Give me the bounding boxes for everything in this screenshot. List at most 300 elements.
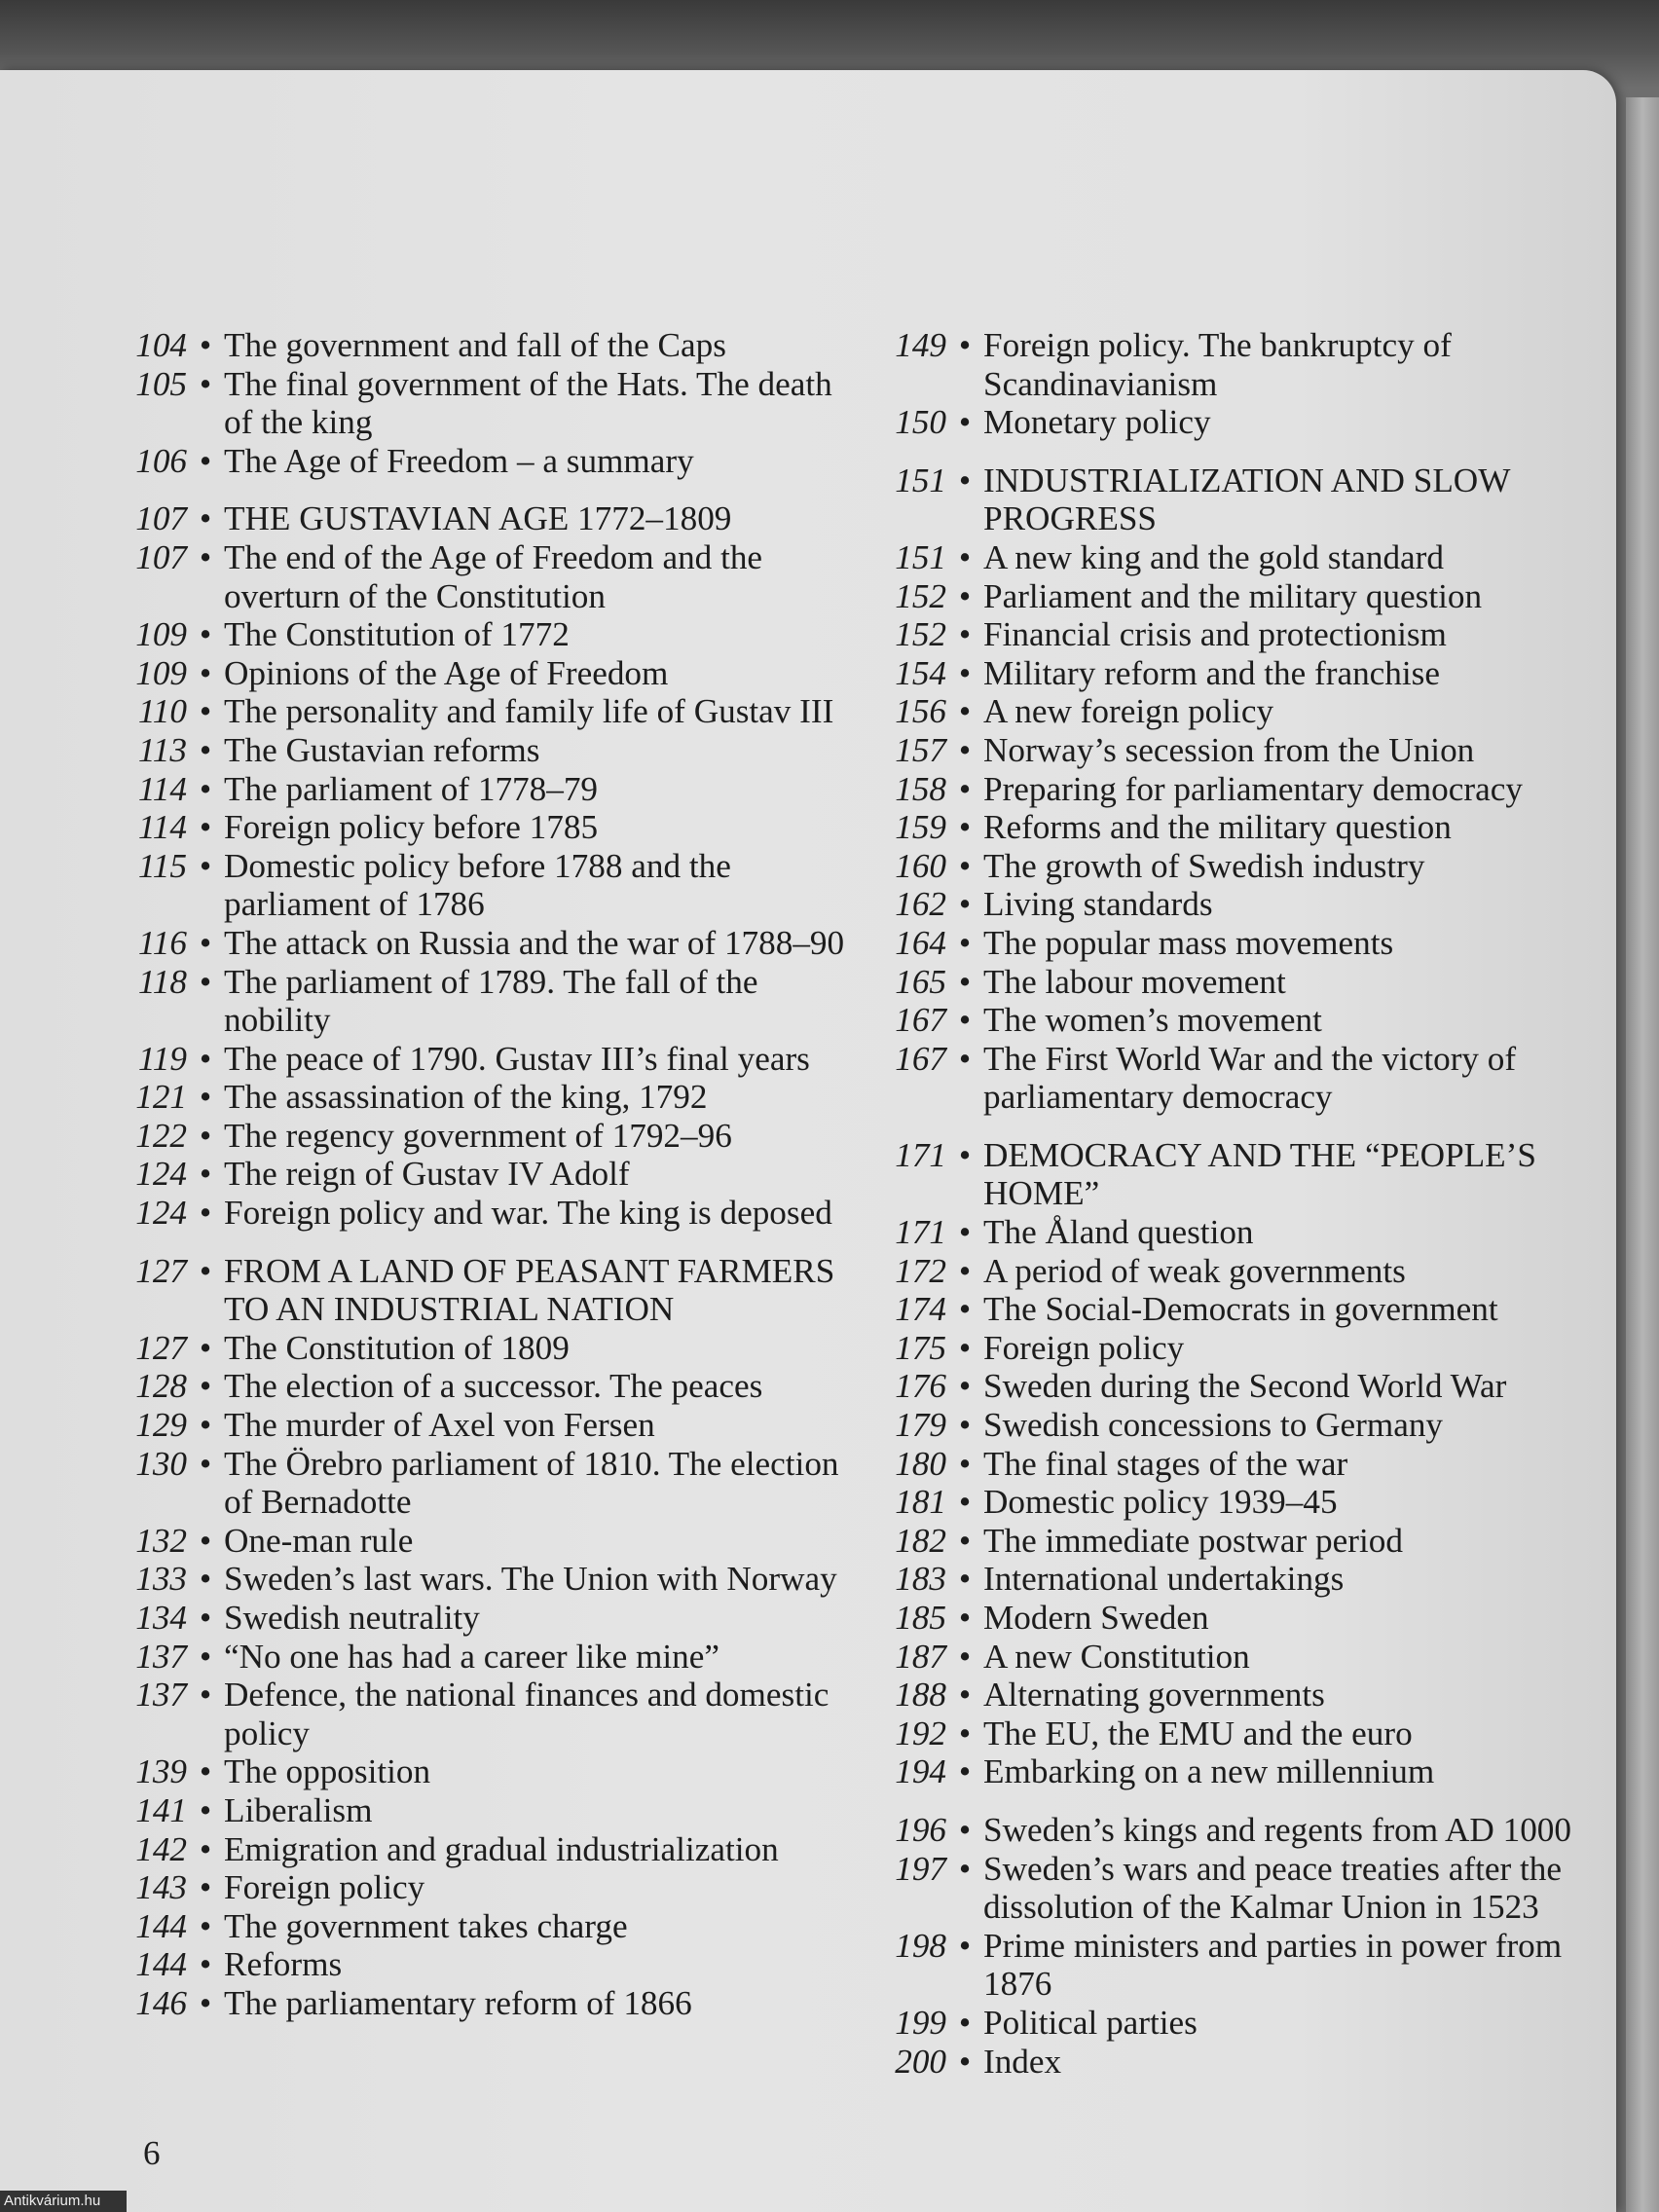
toc-entry[interactable] xyxy=(127,808,866,847)
bullet-icon: • xyxy=(958,1328,972,1367)
toc-page-number: 137 xyxy=(135,1676,187,1714)
toc-entry[interactable] xyxy=(127,1194,866,1233)
toc-entry[interactable] xyxy=(127,1367,866,1406)
toc-page-number: 134 xyxy=(135,1599,187,1637)
bullet-icon: • xyxy=(958,2003,972,2042)
bullet-icon: • xyxy=(199,1367,212,1406)
toc-title: The personality and family life of Gustav III xyxy=(224,692,834,731)
bullet-icon: • xyxy=(199,537,212,576)
toc-page-number: 114 xyxy=(137,808,187,847)
toc-title: A period of weak governments xyxy=(983,1251,1406,1290)
bullet-icon: • xyxy=(199,1868,212,1907)
toc-title: THE GUSTAVIAN AGE 1772–1809 xyxy=(224,499,732,538)
toc-page-number: 171 xyxy=(895,1135,946,1174)
toc-page-number: 199 xyxy=(895,2003,946,2042)
toc-title: FROM A LAND OF PEASANT FARMERS TO AN INDUSTRIAL NATION xyxy=(224,1251,835,1329)
toc-entry[interactable] xyxy=(886,1483,1636,1522)
toc-page-number: 105 xyxy=(135,364,187,403)
toc-entry[interactable] xyxy=(886,731,1636,770)
toc-entry[interactable] xyxy=(886,1252,1636,1291)
toc-entry[interactable] xyxy=(886,1599,1636,1638)
toc-page-number: 172 xyxy=(895,1251,946,1290)
toc-title: Prime ministers and parties in power from 1876 xyxy=(983,1926,1563,2004)
toc-page-number: 107 xyxy=(135,499,187,538)
bullet-icon: • xyxy=(199,923,212,962)
toc-page-number: 141 xyxy=(135,1790,187,1829)
bullet-icon: • xyxy=(199,1444,212,1483)
bullet-icon: • xyxy=(958,923,972,962)
toc-entry[interactable] xyxy=(886,1213,1636,1252)
toc-entry[interactable] xyxy=(886,1001,1636,1040)
toc-page-number: 124 xyxy=(135,1155,187,1194)
toc-entry[interactable] xyxy=(127,1907,866,1946)
bullet-icon: • xyxy=(958,1039,972,1078)
toc-entry[interactable] xyxy=(886,1329,1636,1368)
toc-entry[interactable] xyxy=(127,1676,866,1752)
toc-page-number: 187 xyxy=(895,1637,946,1676)
toc-page-number: 109 xyxy=(135,653,187,692)
toc-entry[interactable] xyxy=(127,1252,866,1329)
toc-title: Defence, the national finances and domestic policy xyxy=(224,1676,830,1752)
toc-page-number: 106 xyxy=(135,441,187,480)
bullet-icon: • xyxy=(199,1251,212,1290)
toc-entry[interactable] xyxy=(127,442,866,481)
toc-entry[interactable] xyxy=(886,654,1636,693)
bullet-icon: • xyxy=(958,1752,972,1791)
toc-entry[interactable] xyxy=(127,615,866,654)
toc-entry[interactable] xyxy=(127,1984,866,2023)
toc-entry[interactable] xyxy=(886,885,1636,924)
bullet-icon: • xyxy=(958,1521,972,1560)
bullet-icon: • xyxy=(199,326,212,364)
toc-title: DEMOCRACY AND THE “PEOPLE’S HOME” xyxy=(983,1135,1536,1213)
toc-page-number: 167 xyxy=(895,1039,946,1078)
toc-page-number: 165 xyxy=(895,962,946,1001)
toc-title: Swedish concessions to Germany xyxy=(983,1406,1444,1445)
toc-page-number: 158 xyxy=(895,769,946,808)
toc-entry[interactable] xyxy=(127,1155,866,1194)
bullet-icon: • xyxy=(958,653,972,692)
toc-entry[interactable] xyxy=(886,808,1636,847)
section-gap xyxy=(127,480,866,499)
toc-page-number: 198 xyxy=(895,1926,946,1965)
toc-title: The labour movement xyxy=(983,962,1286,1001)
bullet-icon: • xyxy=(958,692,972,731)
bullet-icon: • xyxy=(958,730,972,769)
bullet-icon: • xyxy=(199,1116,212,1155)
toc-page-number: 192 xyxy=(895,1714,946,1752)
toc-entry[interactable] xyxy=(886,326,1636,403)
toc-title: The Constitution of 1809 xyxy=(224,1328,570,1367)
toc-page-number: 176 xyxy=(895,1367,946,1406)
toc-entry[interactable] xyxy=(886,461,1636,538)
toc-title: The Age of Freedom – a summary xyxy=(224,441,694,480)
toc-title: The peace of 1790. Gustav III’s final years xyxy=(224,1039,810,1078)
toc-page-number: 159 xyxy=(895,808,946,847)
toc-entry[interactable] xyxy=(127,847,866,924)
bullet-icon: • xyxy=(199,1906,212,1945)
bullet-icon: • xyxy=(958,1251,972,1290)
bullet-icon: • xyxy=(958,1849,972,1888)
toc-title: The election of a successor. The peaces xyxy=(224,1367,763,1406)
toc-title: Domestic policy before 1788 and the parliament of 1786 xyxy=(224,846,731,924)
toc-entry[interactable] xyxy=(127,692,866,731)
toc-title: The Örebro parliament of 1810. The election of Bernadotte xyxy=(224,1444,839,1522)
toc-page-number: 154 xyxy=(895,653,946,692)
toc-entry[interactable] xyxy=(886,692,1636,731)
toc-page-number: 175 xyxy=(895,1328,946,1367)
bullet-icon: • xyxy=(199,1945,212,1984)
toc-entry[interactable] xyxy=(886,1811,1636,1850)
toc-entry[interactable] xyxy=(886,924,1636,963)
toc-page-number: 150 xyxy=(895,403,946,442)
toc-title: One-man rule xyxy=(224,1521,414,1560)
toc-title: The reign of Gustav IV Adolf xyxy=(224,1155,630,1194)
toc-entry[interactable] xyxy=(886,770,1636,809)
toc-page-number: 119 xyxy=(137,1039,187,1078)
toc-entry[interactable] xyxy=(886,1752,1636,1791)
toc-title: Domestic policy 1939–45 xyxy=(983,1483,1338,1522)
toc-page-number: 118 xyxy=(137,962,187,1001)
toc-page-number: 110 xyxy=(137,692,187,731)
toc-entry[interactable] xyxy=(127,1830,866,1869)
toc-title: The government and fall of the Caps xyxy=(224,326,726,364)
toc-title: The women’s movement xyxy=(983,1001,1322,1040)
bullet-icon: • xyxy=(199,499,212,538)
toc-entry[interactable] xyxy=(127,326,866,365)
toc-entry[interactable] xyxy=(886,1040,1636,1117)
toc-entry[interactable] xyxy=(886,538,1636,577)
section-gap xyxy=(127,1233,866,1252)
toc-entry[interactable] xyxy=(886,1367,1636,1406)
toc-page-number: 129 xyxy=(135,1406,187,1445)
toc-title: Emigration and gradual industrialization xyxy=(224,1829,779,1868)
toc-title: The parliament of 1778–79 xyxy=(224,769,599,808)
toc-left-column xyxy=(127,326,866,2023)
toc-right-column xyxy=(886,326,1636,2081)
toc-entry[interactable] xyxy=(127,1868,866,1907)
toc-entry[interactable] xyxy=(127,1791,866,1830)
bullet-icon: • xyxy=(958,2042,972,2081)
toc-title: Alternating governments xyxy=(983,1676,1325,1714)
toc-page-number: 143 xyxy=(135,1868,187,1907)
toc-title: The Social-Democrats in government xyxy=(983,1290,1498,1329)
toc-title: The parliamentary reform of 1866 xyxy=(224,1983,692,2022)
bullet-icon: • xyxy=(199,615,212,654)
toc-title: Foreign policy. The bankruptcy of Scandinavianism xyxy=(983,326,1452,403)
toc-title: Monetary policy xyxy=(983,403,1211,442)
toc-page-number: 146 xyxy=(135,1983,187,2022)
toc-title: A new foreign policy xyxy=(983,692,1274,731)
bullet-icon: • xyxy=(199,1829,212,1868)
toc-title: Preparing for parliamentary democracy xyxy=(983,769,1523,808)
toc-page-number: 124 xyxy=(135,1194,187,1233)
bullet-icon: • xyxy=(199,441,212,480)
toc-entry[interactable] xyxy=(127,1752,866,1791)
bullet-icon: • xyxy=(199,1155,212,1194)
toc-entry[interactable] xyxy=(886,1638,1636,1677)
toc-title: The EU, the EMU and the euro xyxy=(983,1714,1413,1752)
toc-page-number: 127 xyxy=(135,1251,187,1290)
toc-title: The popular mass movements xyxy=(983,923,1394,962)
toc-entry[interactable] xyxy=(127,1522,866,1561)
bullet-icon: • xyxy=(958,1001,972,1040)
bullet-icon: • xyxy=(199,962,212,1001)
toc-page-number: 109 xyxy=(135,615,187,654)
toc-title: The First World War and the victory of parliamentary democracy xyxy=(983,1039,1517,1117)
bullet-icon: • xyxy=(958,962,972,1001)
toc-page-number: 114 xyxy=(137,769,187,808)
toc-page-number: 139 xyxy=(135,1752,187,1791)
toc-entry[interactable] xyxy=(886,1927,1636,2004)
bullet-icon: • xyxy=(958,537,972,576)
bullet-icon: • xyxy=(199,1039,212,1078)
toc-title: Opinions of the Age of Freedom xyxy=(224,653,669,692)
bullet-icon: • xyxy=(199,692,212,731)
toc-title: Reforms xyxy=(224,1945,343,1984)
toc-entry[interactable] xyxy=(886,1714,1636,1753)
toc-page-number: 133 xyxy=(135,1560,187,1599)
toc-page-number: 122 xyxy=(135,1116,187,1155)
toc-entry[interactable] xyxy=(886,577,1636,616)
toc-title: A new king and the gold standard xyxy=(983,537,1444,576)
toc-title: Sweden’s last wars. The Union with Norway xyxy=(224,1560,837,1599)
bullet-icon: • xyxy=(958,1406,972,1445)
bullet-icon: • xyxy=(958,403,972,442)
watermark: Antikvárium.hu xyxy=(0,2191,127,2212)
toc-entry[interactable] xyxy=(886,2004,1636,2043)
bullet-icon: • xyxy=(199,769,212,808)
toc-title: Sweden during the Second World War xyxy=(983,1367,1507,1406)
bullet-icon: • xyxy=(199,730,212,769)
section-gap xyxy=(886,1791,1636,1811)
toc-entry[interactable] xyxy=(127,731,866,770)
toc-entry[interactable] xyxy=(886,1136,1636,1213)
toc-entry[interactable] xyxy=(127,1329,866,1368)
toc-page-number: 151 xyxy=(895,461,946,499)
bullet-icon: • xyxy=(199,653,212,692)
toc-title: Military reform and the franchise xyxy=(983,653,1440,692)
toc-page-number: 128 xyxy=(135,1367,187,1406)
toc-title: The immediate postwar period xyxy=(983,1521,1403,1560)
bullet-icon: • xyxy=(199,1406,212,1445)
toc-entry[interactable] xyxy=(886,1522,1636,1561)
toc-title: Foreign policy and war. The king is deposed xyxy=(224,1194,832,1233)
toc-title: Embarking on a new millennium xyxy=(983,1752,1435,1791)
toc-title: Financial crisis and protectionism xyxy=(983,615,1447,654)
toc-title: Norway’s secession from the Union xyxy=(983,730,1475,769)
toc-title: The end of the Age of Freedom and the overturn of the Constitution xyxy=(224,537,763,615)
toc-page-number: 183 xyxy=(895,1560,946,1599)
bullet-icon: • xyxy=(958,615,972,654)
toc-entry[interactable] xyxy=(127,963,866,1040)
bullet-icon: • xyxy=(958,326,972,364)
toc-entry[interactable] xyxy=(886,963,1636,1002)
bullet-icon: • xyxy=(958,1367,972,1406)
bullet-icon: • xyxy=(958,1290,972,1329)
toc-page-number: 174 xyxy=(895,1290,946,1329)
toc-page-number: 185 xyxy=(895,1599,946,1637)
toc-title: The Åland question xyxy=(983,1213,1254,1252)
toc-entry[interactable] xyxy=(886,1406,1636,1445)
toc-page-number: 180 xyxy=(895,1444,946,1483)
toc-title: INDUSTRIALIZATION AND SLOW PROGRESS xyxy=(983,461,1510,538)
bullet-icon: • xyxy=(199,1521,212,1560)
toc-page-number: 157 xyxy=(895,730,946,769)
toc-page-number: 127 xyxy=(135,1328,187,1367)
toc-page-number: 160 xyxy=(895,846,946,885)
bullet-icon: • xyxy=(958,1444,972,1483)
toc-page-number: 107 xyxy=(135,537,187,576)
toc-title: International undertakings xyxy=(983,1560,1345,1599)
toc-entry[interactable] xyxy=(127,499,866,538)
bullet-icon: • xyxy=(958,1926,972,1965)
toc-title: Political parties xyxy=(983,2003,1198,2042)
bullet-icon: • xyxy=(958,1810,972,1849)
toc-page-number: 162 xyxy=(895,885,946,924)
bullet-icon: • xyxy=(958,1676,972,1714)
toc-title: Reforms and the military question xyxy=(983,808,1452,847)
toc-title: The assassination of the king, 1792 xyxy=(224,1078,708,1117)
bullet-icon: • xyxy=(958,769,972,808)
toc-title: A new Constitution xyxy=(983,1637,1250,1676)
toc-entry[interactable] xyxy=(127,770,866,809)
toc-entry[interactable] xyxy=(127,1560,866,1599)
toc-entry[interactable] xyxy=(886,1850,1636,1927)
bullet-icon: • xyxy=(958,1213,972,1252)
toc-page-number: 151 xyxy=(895,537,946,576)
toc-entry[interactable] xyxy=(127,1117,866,1156)
toc-entry[interactable] xyxy=(127,1945,866,1984)
toc-title: The opposition xyxy=(224,1752,431,1791)
toc-page-number: 171 xyxy=(895,1213,946,1252)
toc-entry[interactable] xyxy=(886,1676,1636,1714)
toc-entry[interactable] xyxy=(127,1406,866,1445)
toc-entry[interactable] xyxy=(886,403,1636,442)
toc-page-number: 156 xyxy=(895,692,946,731)
toc-title: The growth of Swedish industry xyxy=(983,846,1425,885)
toc-title: Swedish neutrality xyxy=(224,1599,480,1637)
toc-title: Sweden’s kings and regents from AD 1000 xyxy=(983,1810,1571,1849)
toc-title: Foreign policy xyxy=(224,1868,425,1907)
toc-page-number: 113 xyxy=(137,730,187,769)
toc-entry[interactable] xyxy=(886,615,1636,654)
toc-page-number: 130 xyxy=(135,1444,187,1483)
bullet-icon: • xyxy=(199,1790,212,1829)
toc-entry[interactable] xyxy=(127,1599,866,1638)
bullet-icon: • xyxy=(958,576,972,615)
toc-title: Modern Sweden xyxy=(983,1599,1209,1637)
toc-title: “No one has had a career like mine” xyxy=(224,1637,719,1676)
toc-title: Liberalism xyxy=(224,1790,373,1829)
bullet-icon: • xyxy=(958,1714,972,1752)
bullet-icon: • xyxy=(199,1637,212,1676)
toc-title: Sweden’s wars and peace treaties after the dissolution of the Kalmar Union in 1523 xyxy=(983,1849,1562,1927)
toc-page-number: 121 xyxy=(135,1078,187,1117)
toc-page-number: 200 xyxy=(895,2042,946,2081)
toc-entry[interactable] xyxy=(127,538,866,615)
toc-page-number: 194 xyxy=(895,1752,946,1791)
bullet-icon: • xyxy=(958,885,972,924)
toc-page-number: 152 xyxy=(895,576,946,615)
toc-title: The regency government of 1792–96 xyxy=(224,1116,732,1155)
bullet-icon: • xyxy=(199,1328,212,1367)
toc-page-number: 144 xyxy=(135,1906,187,1945)
toc-title: Living standards xyxy=(983,885,1213,924)
bullet-icon: • xyxy=(958,1599,972,1637)
toc-entry[interactable] xyxy=(127,1445,866,1522)
toc-entry[interactable] xyxy=(886,2043,1636,2082)
toc-entry[interactable] xyxy=(886,1560,1636,1599)
toc-page-number: 132 xyxy=(135,1521,187,1560)
toc-page-number: 115 xyxy=(137,846,187,885)
toc-entry[interactable] xyxy=(886,1290,1636,1329)
bullet-icon: • xyxy=(958,1483,972,1522)
bullet-icon: • xyxy=(958,1135,972,1174)
toc-page-number: 196 xyxy=(895,1810,946,1849)
bullet-icon: • xyxy=(199,1560,212,1599)
bullet-icon: • xyxy=(199,1194,212,1233)
bullet-icon: • xyxy=(958,461,972,499)
bullet-icon: • xyxy=(199,1983,212,2022)
toc-page-number: 167 xyxy=(895,1001,946,1040)
toc-entry[interactable] xyxy=(886,1445,1636,1484)
toc-title: Parliament and the military question xyxy=(983,576,1483,615)
toc-entry[interactable] xyxy=(127,365,866,442)
toc-page-number: 152 xyxy=(895,615,946,654)
section-gap xyxy=(886,442,1636,461)
toc-page-number: 116 xyxy=(137,923,187,962)
toc-title: The Gustavian reforms xyxy=(224,730,540,769)
bullet-icon: • xyxy=(958,808,972,847)
toc-entry[interactable] xyxy=(127,924,866,963)
bullet-icon: • xyxy=(199,1752,212,1791)
toc-page-number: 181 xyxy=(895,1483,946,1522)
toc-title: The attack on Russia and the war of 1788–90 xyxy=(224,923,845,962)
toc-page-number: 142 xyxy=(135,1829,187,1868)
toc-title: Foreign policy xyxy=(983,1328,1185,1367)
toc-entry[interactable] xyxy=(127,1638,866,1677)
toc-title: The final government of the Hats. The death of the king xyxy=(224,364,832,442)
toc-entry[interactable] xyxy=(127,654,866,693)
toc-title: Index xyxy=(983,2042,1062,2081)
toc-page-number: 144 xyxy=(135,1945,187,1984)
bullet-icon: • xyxy=(958,1560,972,1599)
page-number: 6 xyxy=(143,2134,161,2172)
toc-page-number: 179 xyxy=(895,1406,946,1445)
bullet-icon: • xyxy=(958,846,972,885)
toc-entry[interactable] xyxy=(127,1078,866,1117)
toc-entry[interactable] xyxy=(886,847,1636,886)
bullet-icon: • xyxy=(199,1078,212,1117)
toc-page-number: 104 xyxy=(135,326,187,364)
toc-title: The parliament of 1789. The fall of the nobility xyxy=(224,962,758,1040)
toc-title: The murder of Axel von Fersen xyxy=(224,1406,655,1445)
toc-entry[interactable] xyxy=(127,1040,866,1079)
bullet-icon: • xyxy=(199,1599,212,1637)
toc-page-number: 182 xyxy=(895,1521,946,1560)
toc-page-number: 188 xyxy=(895,1676,946,1714)
toc-page-number: 197 xyxy=(895,1849,946,1888)
toc-title: Foreign policy before 1785 xyxy=(224,808,599,847)
bullet-icon: • xyxy=(199,1676,212,1714)
bullet-icon: • xyxy=(199,808,212,847)
bullet-icon: • xyxy=(199,846,212,885)
toc-title: The government takes charge xyxy=(224,1906,628,1945)
toc-title: The Constitution of 1772 xyxy=(224,615,570,654)
toc-page-number: 149 xyxy=(895,326,946,364)
toc-page-number: 137 xyxy=(135,1637,187,1676)
